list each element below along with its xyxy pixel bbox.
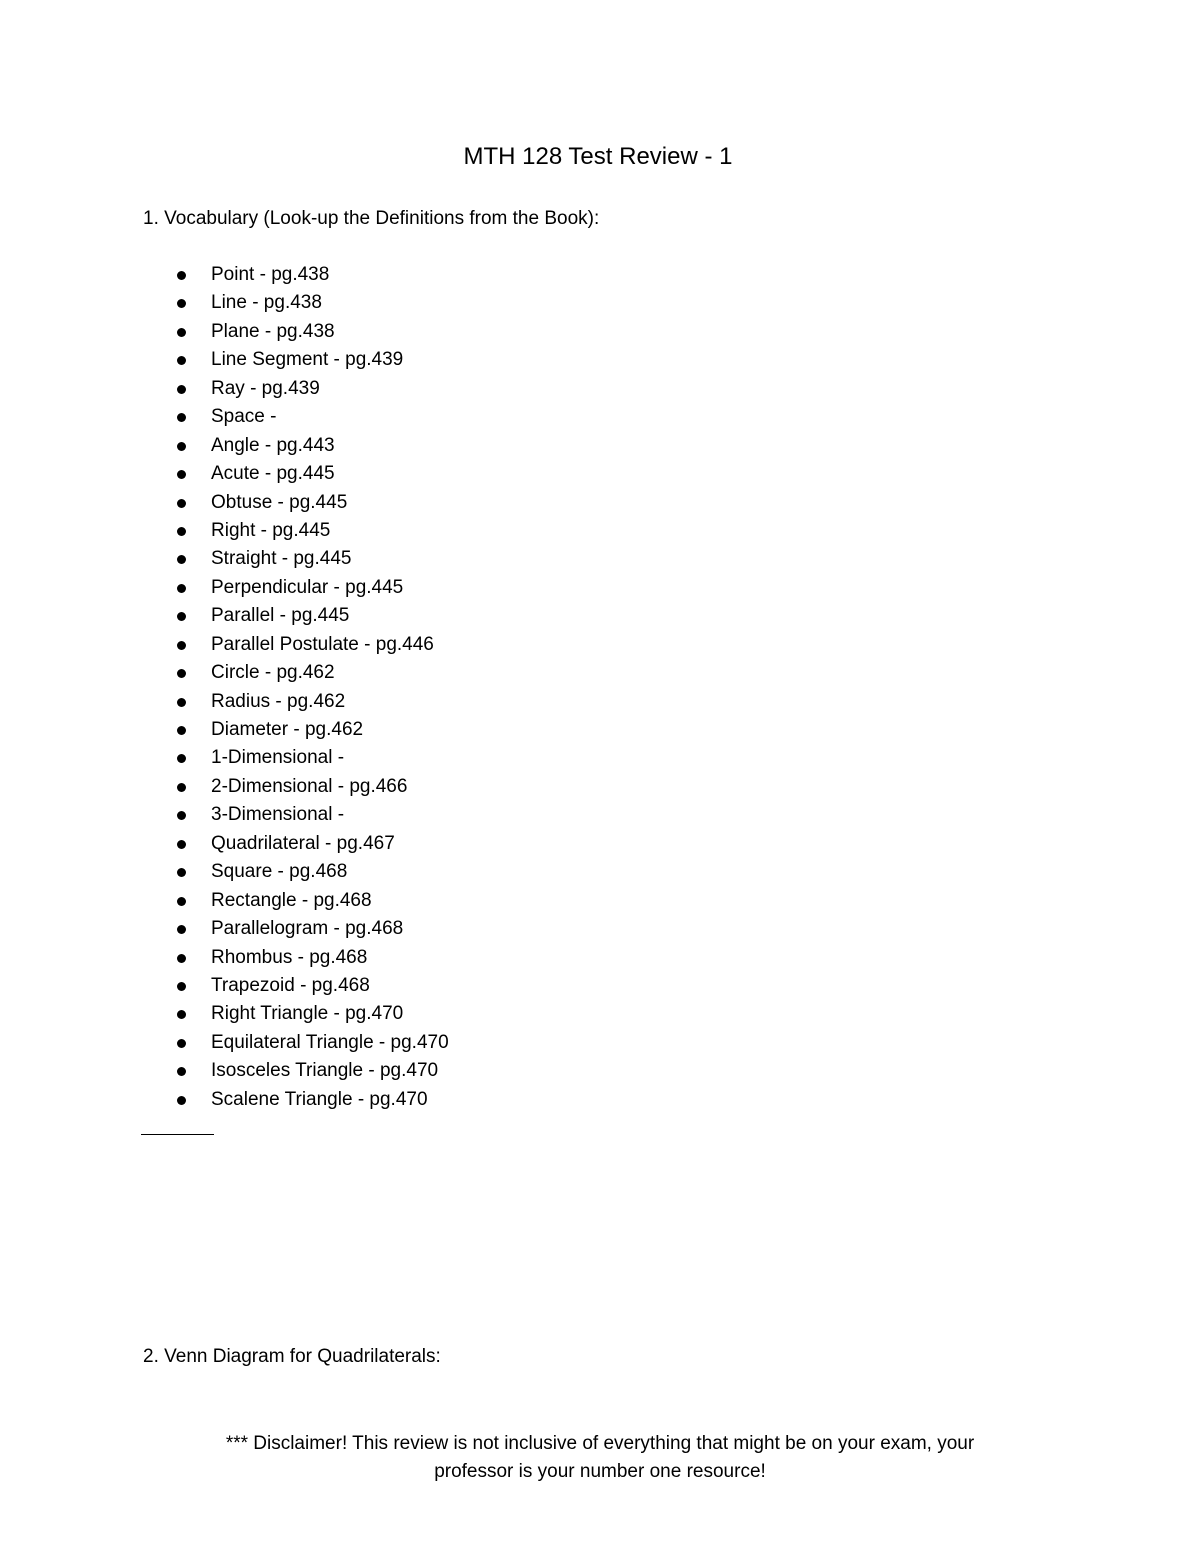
vocabulary-item bbox=[176, 1001, 449, 1029]
bullet-icon bbox=[177, 982, 186, 991]
vocabulary-item bbox=[176, 888, 449, 916]
vocabulary-item-label: 1-Dimensional - bbox=[211, 747, 345, 769]
vocabulary-item bbox=[176, 319, 449, 347]
vocabulary-item bbox=[176, 689, 449, 717]
bullet-icon bbox=[177, 698, 186, 707]
vocabulary-item-label: Circle - pg.462 bbox=[211, 662, 335, 684]
bullet-icon bbox=[177, 584, 186, 593]
bullet-icon bbox=[177, 299, 186, 308]
vocabulary-item bbox=[176, 603, 449, 631]
vocabulary-item-label: Rectangle - pg.468 bbox=[211, 889, 372, 911]
vocabulary-item-label: Square - pg.468 bbox=[211, 861, 348, 883]
vocabulary-item-label: Straight - pg.445 bbox=[211, 548, 352, 570]
vocabulary-item-label: Parallelogram - pg.468 bbox=[211, 918, 404, 940]
vocabulary-item-label: Radius - pg.462 bbox=[211, 690, 346, 712]
vocabulary-item-label: Quadrilateral - pg.467 bbox=[211, 832, 395, 854]
horizontal-rule bbox=[141, 1134, 214, 1135]
vocabulary-item-label: 2-Dimensional - pg.466 bbox=[211, 775, 408, 797]
bullet-icon bbox=[177, 1067, 186, 1076]
venn-diagram-heading: 2. Venn Diagram for Quadrilaterals: bbox=[143, 1346, 441, 1367]
bullet-icon bbox=[177, 413, 186, 422]
vocabulary-item-label: Ray - pg.439 bbox=[211, 377, 320, 399]
bullet-icon bbox=[177, 612, 186, 621]
bullet-icon bbox=[177, 669, 186, 678]
vocabulary-item bbox=[176, 831, 449, 859]
vocabulary-item bbox=[176, 632, 449, 660]
vocabulary-item-label: Trapezoid - pg.468 bbox=[211, 974, 370, 996]
bullet-icon bbox=[177, 726, 186, 735]
vocabulary-item-label: Diameter - pg.462 bbox=[211, 719, 364, 740]
bullet-icon bbox=[177, 442, 186, 451]
bullet-icon bbox=[177, 840, 186, 849]
disclaimer bbox=[150, 1430, 1050, 1486]
vocabulary-item-label: Parallel - pg.445 bbox=[211, 605, 350, 627]
vocabulary-item bbox=[176, 1087, 449, 1115]
vocabulary-item-label: Right Triangle - pg.470 bbox=[211, 1003, 404, 1025]
vocabulary-item bbox=[176, 490, 449, 518]
vocabulary-item bbox=[176, 774, 449, 802]
document-title: MTH 128 Test Review - 1 bbox=[463, 143, 733, 170]
vocabulary-item bbox=[176, 802, 449, 830]
vocabulary-item-label: Rhombus - pg.468 bbox=[211, 946, 368, 968]
vocabulary-item bbox=[176, 660, 449, 688]
vocabulary-item bbox=[176, 461, 449, 489]
vocabulary-item bbox=[176, 575, 449, 603]
vocabulary-item bbox=[176, 916, 449, 944]
bullet-icon bbox=[177, 868, 186, 877]
vocabulary-item-label: Point - pg.438 bbox=[211, 264, 330, 285]
bullet-icon bbox=[177, 271, 186, 280]
vocabulary-item bbox=[176, 347, 449, 375]
vocabulary-item-label: Line - pg.438 bbox=[211, 292, 322, 314]
vocabulary-item-label: Isosceles Triangle - pg.470 bbox=[211, 1060, 439, 1082]
vocabulary-item-label: Perpendicular - pg.445 bbox=[211, 576, 404, 598]
vocabulary-item-label: Right - pg.445 bbox=[211, 519, 331, 541]
vocabulary-item-label: Acute - pg.445 bbox=[211, 463, 335, 485]
disclaimer-line-2: professor is your number one resource! bbox=[434, 1461, 766, 1482]
vocabulary-item bbox=[176, 290, 449, 318]
vocabulary-heading: 1. Vocabulary (Look-up the Definitions from the Book): bbox=[143, 208, 600, 229]
vocabulary-item-label: Space - bbox=[211, 406, 277, 428]
bullet-icon bbox=[177, 499, 186, 508]
vocabulary-item-label: Scalene Triangle - pg.470 bbox=[211, 1088, 428, 1110]
vocabulary-item-label: Angle - pg.443 bbox=[211, 434, 335, 456]
vocabulary-item-label: Equilateral Triangle - pg.470 bbox=[211, 1031, 449, 1053]
bullet-icon bbox=[177, 783, 186, 792]
vocabulary-item-label: Plane - pg.438 bbox=[211, 320, 335, 342]
vocabulary-item bbox=[176, 973, 449, 1001]
bullet-icon bbox=[177, 641, 186, 650]
bullet-icon bbox=[177, 754, 186, 763]
vocabulary-item bbox=[176, 1058, 449, 1086]
vocabulary-item bbox=[176, 945, 449, 973]
bullet-icon bbox=[177, 356, 186, 365]
bullet-icon bbox=[177, 470, 186, 479]
bullet-icon bbox=[177, 385, 186, 394]
vocabulary-item bbox=[176, 518, 449, 546]
bullet-icon bbox=[177, 527, 186, 536]
bullet-icon bbox=[177, 811, 186, 820]
vocabulary-item bbox=[176, 1030, 449, 1058]
vocabulary-item bbox=[176, 546, 449, 574]
vocabulary-item bbox=[176, 717, 449, 745]
vocabulary-item bbox=[176, 433, 449, 461]
vocabulary-item bbox=[176, 262, 449, 290]
bullet-icon bbox=[177, 897, 186, 906]
vocabulary-item bbox=[176, 745, 449, 773]
bullet-icon bbox=[177, 328, 186, 337]
bullet-icon bbox=[177, 1039, 186, 1048]
bullet-icon bbox=[177, 954, 186, 963]
disclaimer-line-1: *** Disclaimer! This review is not inclusive of everything that might be on your exam, your bbox=[225, 1433, 975, 1454]
vocabulary-item bbox=[176, 859, 449, 887]
vocabulary-item-label: Parallel Postulate - pg.446 bbox=[211, 633, 434, 655]
vocabulary-item bbox=[176, 404, 449, 432]
vocabulary-item-label: Line Segment - pg.439 bbox=[211, 349, 404, 371]
vocabulary-item-label: Obtuse - pg.445 bbox=[211, 491, 348, 513]
bullet-icon bbox=[177, 1096, 186, 1105]
vocabulary-list bbox=[176, 262, 449, 1115]
bullet-icon bbox=[177, 555, 186, 564]
vocabulary-item bbox=[176, 376, 449, 404]
bullet-icon bbox=[177, 1010, 186, 1019]
bullet-icon bbox=[177, 925, 186, 934]
vocabulary-item-label: 3-Dimensional - bbox=[211, 804, 345, 826]
